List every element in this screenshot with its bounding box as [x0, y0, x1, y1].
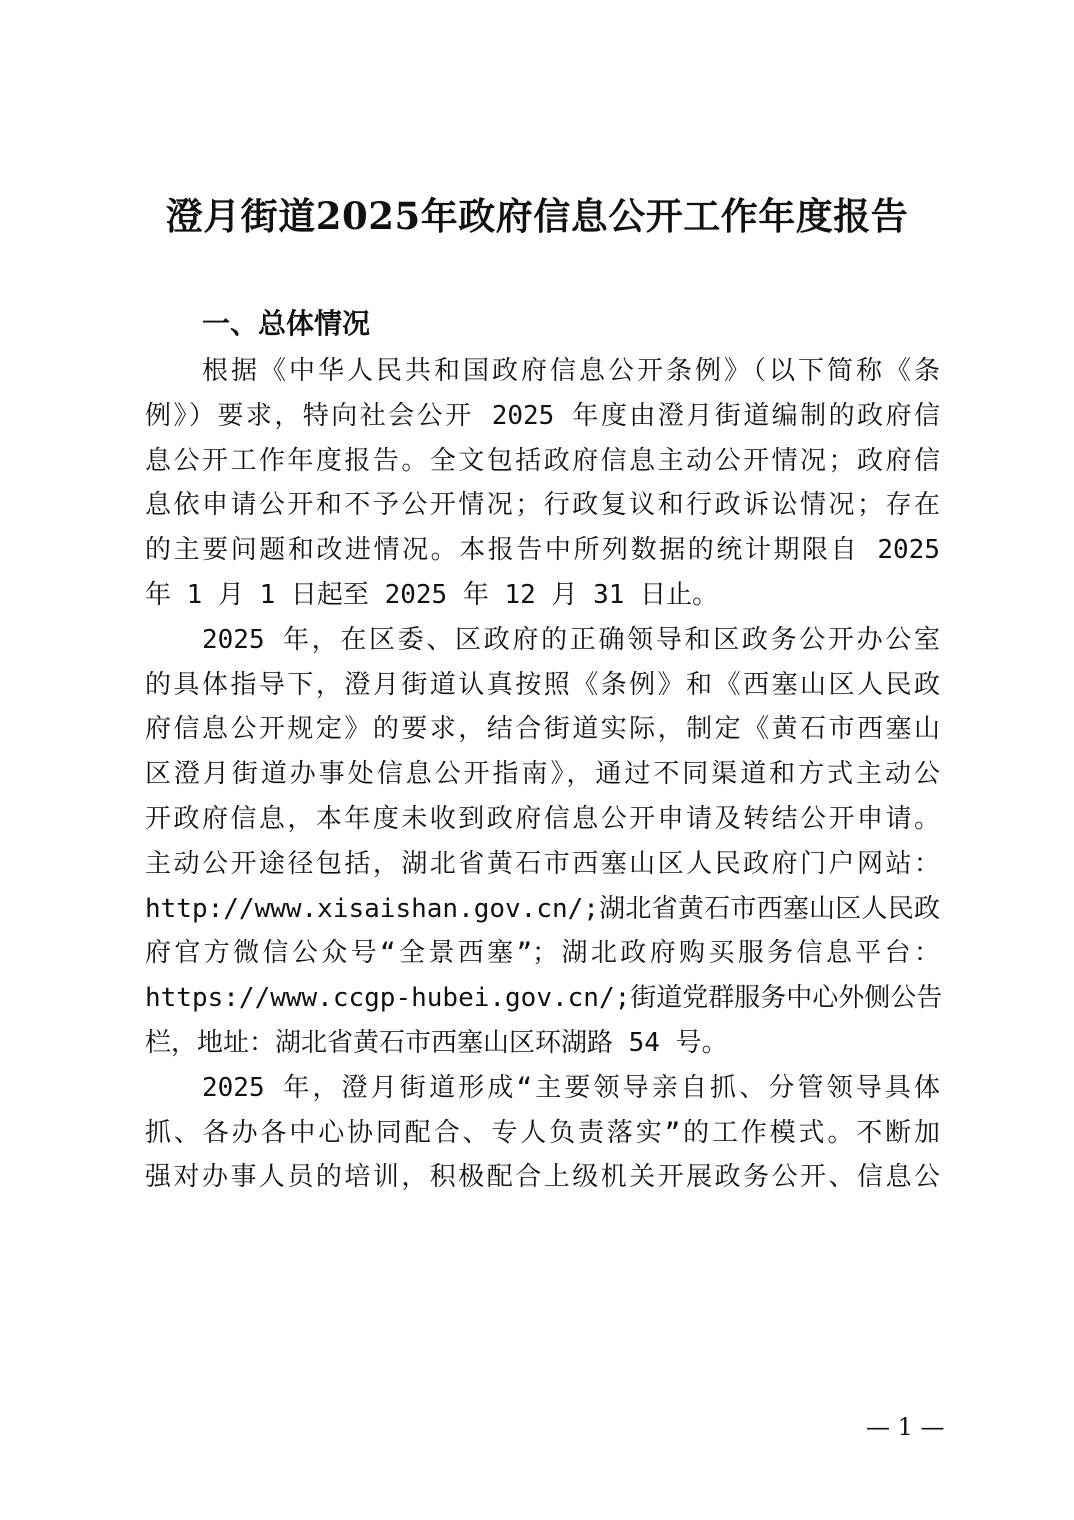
text-line: 2025 年，在区委、区政府的正确领导和区政务公开办公室 [202, 624, 940, 655]
page-number: — 1 — [866, 1413, 945, 1441]
paragraph [145, 349, 940, 618]
text-line: 府信息公开规定》的要求，结合街道实际，制定《黄石市西塞山 [145, 714, 940, 745]
paragraph [145, 618, 943, 1066]
text-line: 区澄月街道办事处信息公开指南》，通过不同渠道和方式主动公 [145, 759, 940, 790]
text-line: 的主要问题和改进情况。本报告中所列数据的统计期限自 2025 [145, 535, 940, 566]
text-line: 息依申请公开和不予公开情况；行政复议和行政诉讼情况；存在 [145, 490, 940, 521]
section-heading: 一、总体情况 [202, 307, 371, 340]
text-line: 抓、各办各中心协同配合、专人负责落实”的工作模式。不断加 [145, 1117, 940, 1148]
text-line: 主动公开途径包括，湖北省黄石市西塞山区人民政府门户网站： [145, 848, 940, 879]
document-title: 澄月街道2025年政府信息公开工作年度报告 [165, 194, 909, 238]
text-line: https://www.ccgp-hubei.gov.cn/;街道党群服务中心外侧公告 [145, 983, 943, 1014]
text-line: 的具体指导下，澄月街道认真按照《条例》和《西塞山区人民政 [145, 669, 940, 700]
text-line: 2025 年，澄月街道形成“主要领导亲自抓、分管领导具体 [202, 1072, 940, 1103]
text-line: http://www.xisaishan.gov.cn/;湖北省黄石市西塞山区人民政 [145, 893, 940, 924]
text-line: 年 1 月 1 日起至 2025 年 12 月 31 日止。 [145, 579, 719, 610]
text-line: 根据《中华人民共和国政府信息公开条例》（以下简称《条 [202, 356, 940, 386]
text-line: 强对办事人员的培训，积极配合上级机关开展政务公开、信息公 [145, 1162, 940, 1193]
text-line: 栏，地址：湖北省黄石市西塞山区环湖路 54 号。 [145, 1027, 728, 1058]
text-line: 府官方微信公众号“全景西塞”；湖北政府购买服务信息平台： [145, 938, 940, 969]
paragraph [145, 1066, 940, 1200]
body-text [145, 349, 943, 1200]
text-line: 开政府信息，本年度未收到政府信息公开申请及转结公开申请。 [145, 803, 940, 834]
text-line: 例》）要求，特向社会公开 2025 年度由澄月街道编制的政府信 [145, 400, 940, 431]
text-line: 息公开工作年度报告。全文包括政府信息主动公开情况；政府信 [145, 445, 940, 476]
